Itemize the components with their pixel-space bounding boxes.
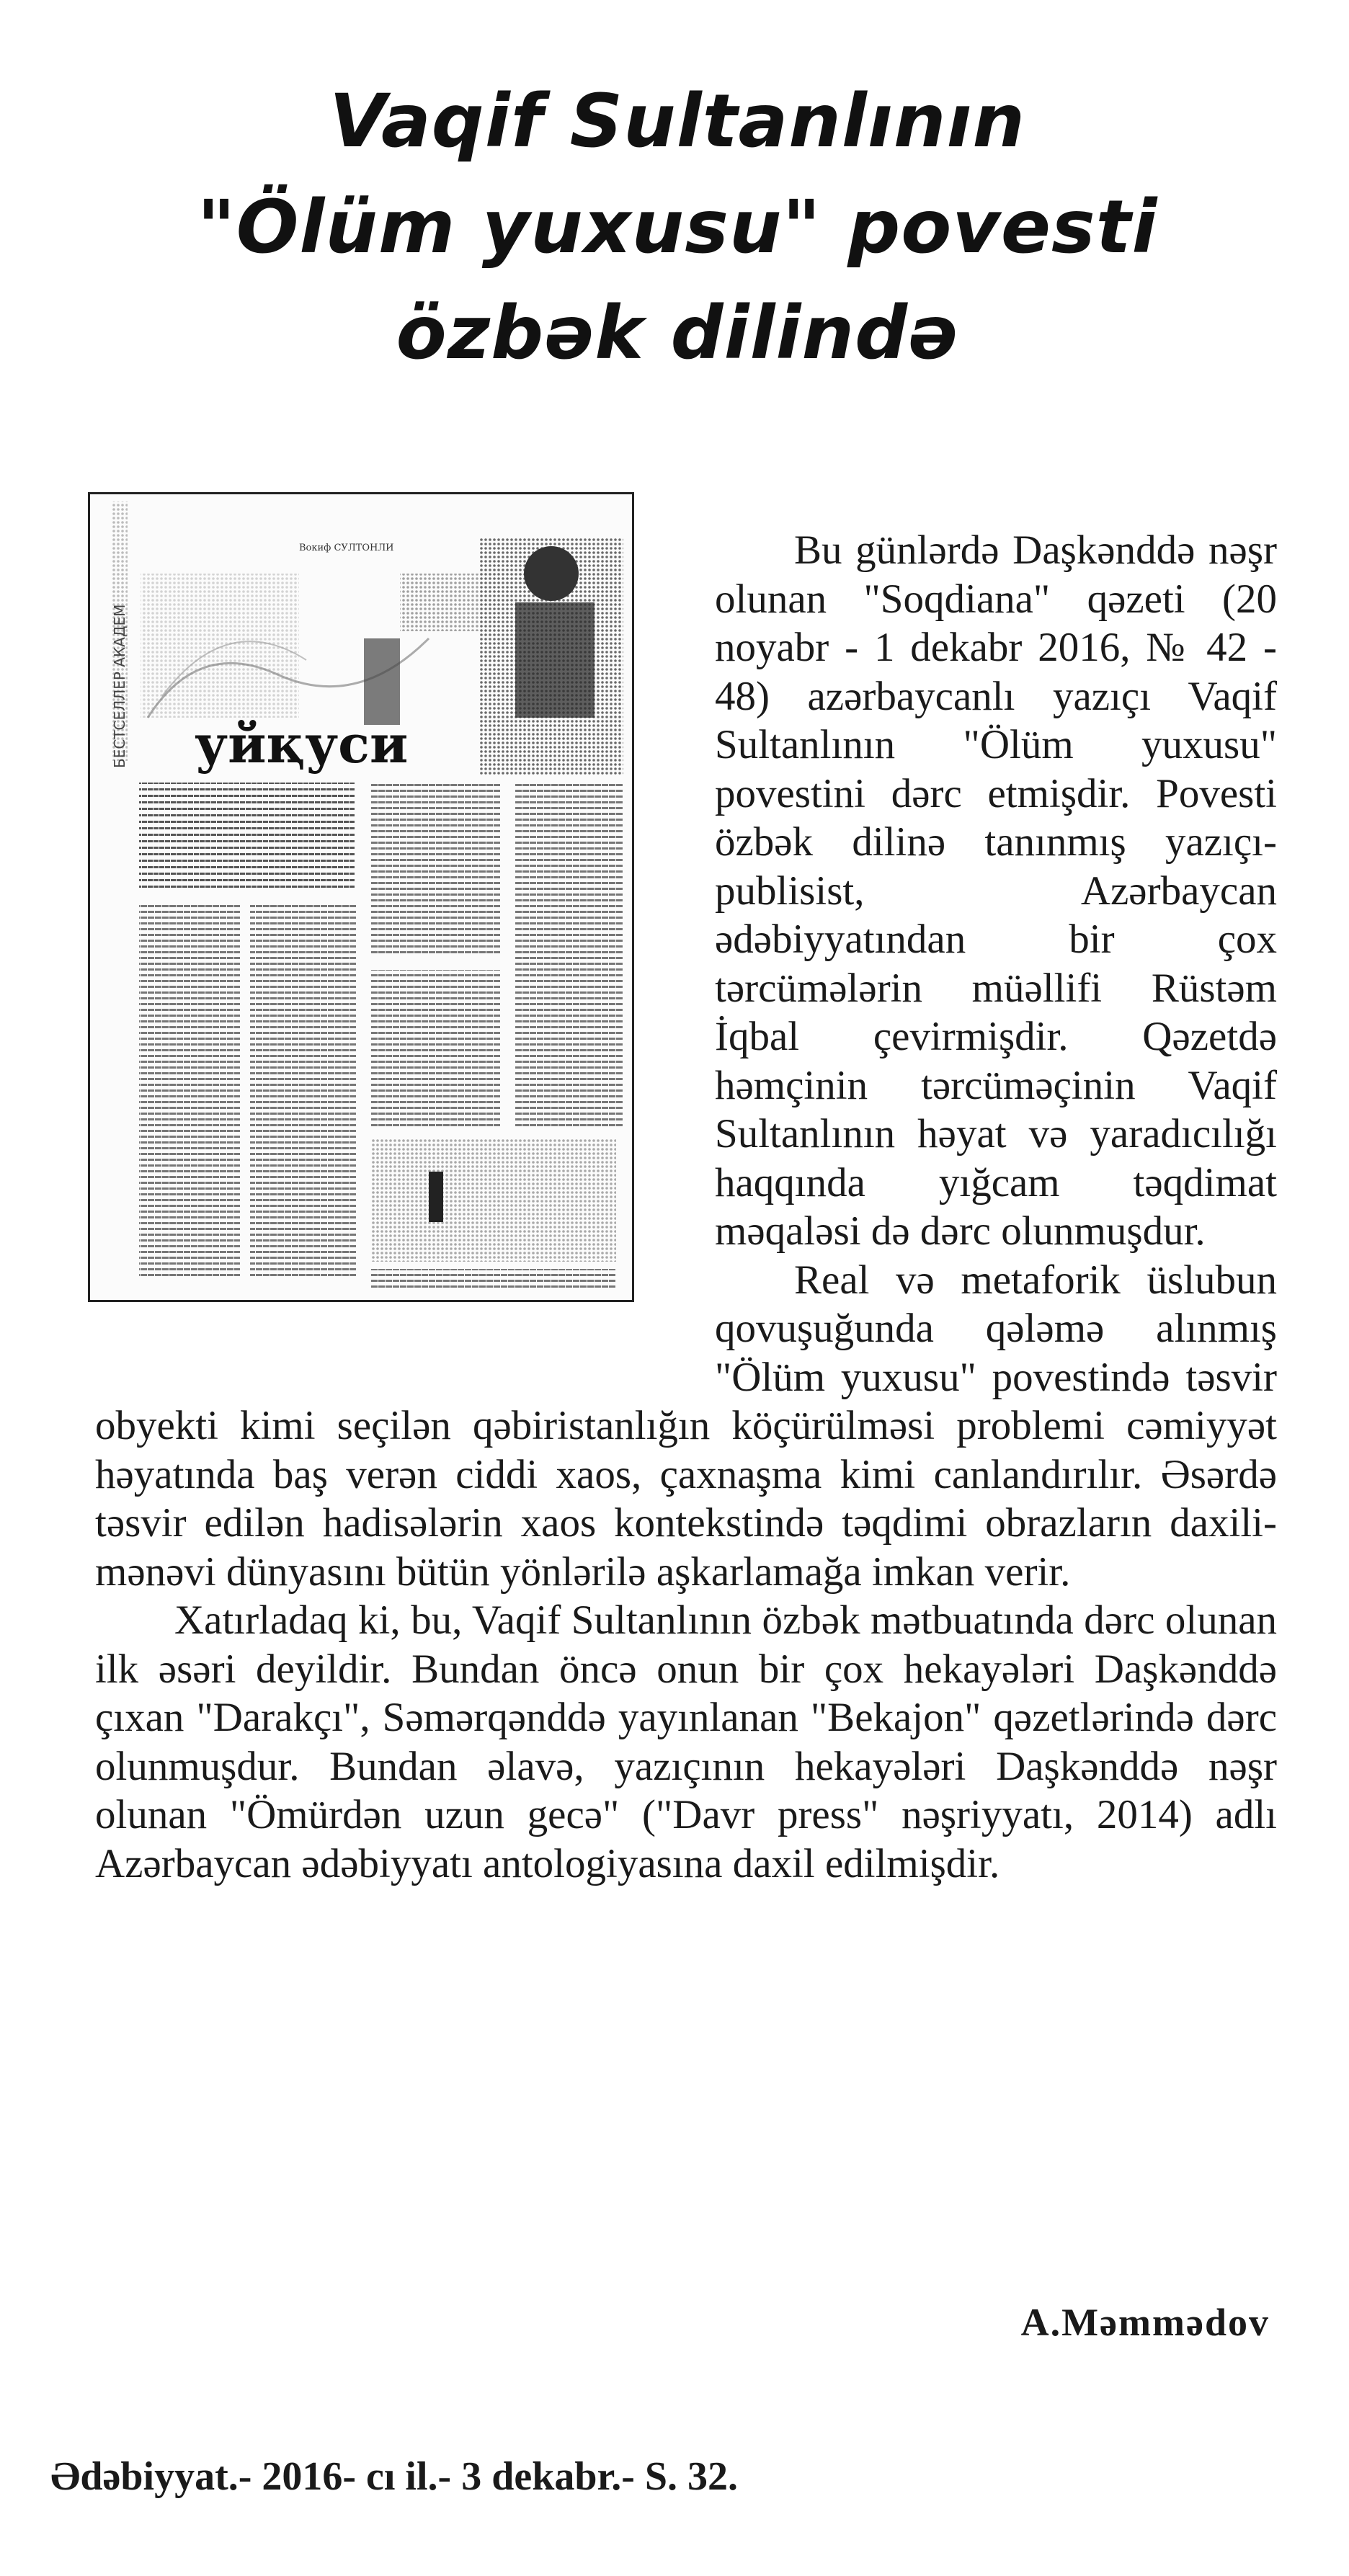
clipping-headline: уйқуси xyxy=(195,713,409,775)
clipping-caption: Вокиф СУЛТОНЛИ xyxy=(299,543,394,553)
paragraph-2: Real və metaforik üslubun qovuşuğunda qələmə alınmış "Ölüm yuxusu" povestində təsvir obyekti kimi seçilən qəbiristanlığın köçürülməsi problemi cəmiyyət həyatında baş verən ciddi xaos, çaxnaşma kimi canlandırılır. Əsərdə təsvir edilən hadisələrin xaos kontekstində təqdimi obrazların daxili-mənəvi dünyasını bütün yönlərilə aşkarlamağa imkan verir. xyxy=(95,1257,1277,1595)
author-signature: A.Məmmədov xyxy=(1020,2301,1270,2344)
title-line-1: Vaqif Sultanlının xyxy=(329,79,1026,164)
title-line-3: özbək dilində xyxy=(396,290,959,376)
title-line-2: "Ölüm yuxusu" povesti xyxy=(197,184,1158,270)
paragraph-1: Bu günlərdə Daşkənddə nəşr olunan "Soqdiana" qəzeti (20 noyabr - 1 dekabr 2016, № 42 - 48) azərbaycanlı yazıçı Vaqif Sultanlının "Ölüm yuxusu" povestini dərc etmişdir. Povesti özbək dilinə tanınmış yazıçı-publisist, Azərbaycan ədəbiyyatından bir çox tərcümələrin müəllifi Rüstəm İqbal çevirmişdir. Qəzetdə həmçinin tərcüməçinin Vaqif Sultanlının həyat və yaradıcılığı haqqında yığcam təqdimat məqaləsi də dərc olunmuşdur. xyxy=(715,527,1277,1254)
paragraph-3: Xatırladaq ki, bu, Vaqif Sultanlının özbək mətbuatında dərc olunan ilk əsəri deyildir. Bundan öncə onun bir çox hekayələri Daşkənddə çıxan "Darakçı", Səmərqənddə yayınlanan "Bekajon" qəzetlərində dərc olunmuşdur. Bundan əlavə, yazıçının hekayələri Daşkənddə nəşr olunan "Ömürdən uzun gecə" ("Davr press" nəşriyyatı, 2014) adlı Azərbaycan ədəbiyyatı antologiyasına daxil edilmişdir. xyxy=(95,1597,1277,1886)
article-title xyxy=(130,68,1225,386)
source-citation: Ədəbiyyat.- 2016- cı il.- 3 dekabr.- S. 32. xyxy=(50,2454,738,2499)
article-body xyxy=(95,526,1277,1888)
clipping-side-text: БЕСТСЕЛЛЕР АКАДЕМ xyxy=(111,604,128,768)
